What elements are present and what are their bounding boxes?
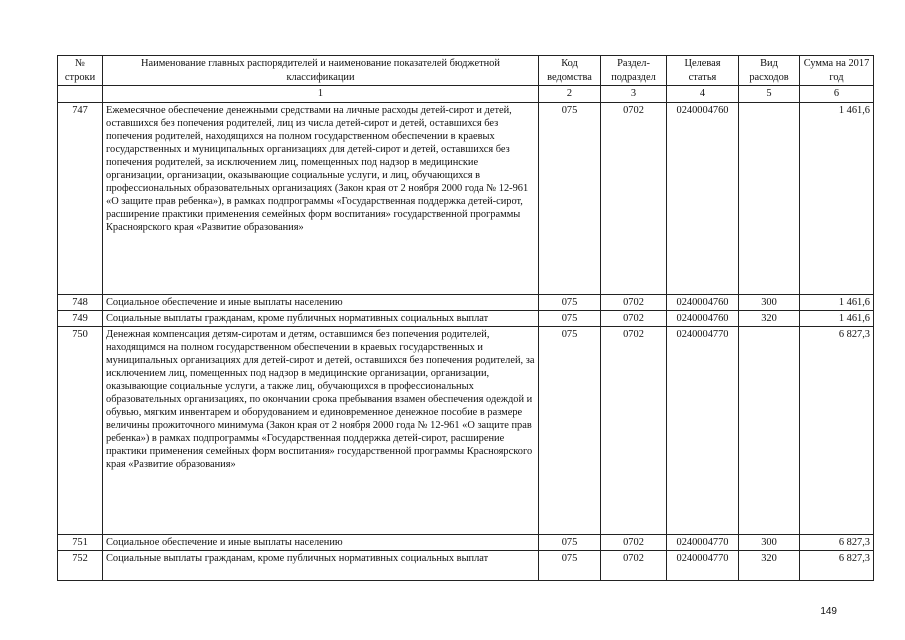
row-section: 0702 xyxy=(601,294,667,310)
row-target: 0240004770 xyxy=(667,326,739,534)
row-target: 0240004760 xyxy=(667,294,739,310)
row-name: Денежная компенсация детям-сиротам и детям, оставшимся без попечения родителей, находящимся на полном государственном обеспечении в краевых государственных и муниципальных организациях для детей-сирот и детей, оставшихся без попечения родителей, за исключением лиц, помещенных под надзор в медицинские организации, организации, оказывающие социальные услуги, а также лиц, обучающихся в профессиональных образовательных организациях, по окончании срока пребывания взамен обеспечения одеждой и обувью, мягким инвентарем и оборудованием и единовременное денежное пособие в размере величины прожиточного минимума (Закон края от 2 ноября 2000 года № 12-961 «О защите прав ребенка») в рамках подпрограммы «Государственная поддержка детей-сирот, расширение практики применения семейных форм воспитания» государственной программы Красноярского края «Развитие образования» xyxy=(103,326,539,534)
table-row xyxy=(58,326,874,534)
page-number: 149 xyxy=(820,606,837,617)
row-exp-type: 320 xyxy=(739,550,800,580)
header-section: Раздел-подраздел xyxy=(601,56,667,86)
row-target: 0240004760 xyxy=(667,102,739,294)
column-number-empty xyxy=(58,86,103,103)
row-dept: 075 xyxy=(539,102,601,294)
row-number: 752 xyxy=(58,550,103,580)
row-target: 0240004760 xyxy=(667,310,739,326)
row-section: 0702 xyxy=(601,310,667,326)
header-sum: Сумма на 2017 год xyxy=(800,56,874,86)
table-row xyxy=(58,294,874,310)
row-name: Социальные выплаты гражданам, кроме публичных нормативных социальных выплат xyxy=(103,550,539,580)
row-sum: 6 827,3 xyxy=(800,326,874,534)
header-name: Наименование главных распорядителей и наименование показателей бюджетной классификации xyxy=(103,56,539,86)
row-section: 0702 xyxy=(601,102,667,294)
row-target: 0240004770 xyxy=(667,550,739,580)
row-sum: 1 461,6 xyxy=(800,102,874,294)
header-row-no: № строки xyxy=(58,56,103,86)
row-dept: 075 xyxy=(539,294,601,310)
column-number: 3 xyxy=(601,86,667,103)
row-section: 0702 xyxy=(601,534,667,550)
table-row xyxy=(58,550,874,580)
column-number: 5 xyxy=(739,86,800,103)
row-exp-type: 320 xyxy=(739,310,800,326)
header-target: Целевая статья xyxy=(667,56,739,86)
row-exp-type: 300 xyxy=(739,534,800,550)
row-sum: 6 827,3 xyxy=(800,534,874,550)
row-number: 750 xyxy=(58,326,103,534)
row-dept: 075 xyxy=(539,326,601,534)
row-name: Социальное обеспечение и иные выплаты населению xyxy=(103,294,539,310)
row-sum: 1 461,6 xyxy=(800,294,874,310)
header-exp-type: Вид расходов xyxy=(739,56,800,86)
row-sum: 1 461,6 xyxy=(800,310,874,326)
column-number: 4 xyxy=(667,86,739,103)
row-number: 751 xyxy=(58,534,103,550)
row-exp-type xyxy=(739,326,800,534)
row-section: 0702 xyxy=(601,550,667,580)
column-number-row xyxy=(58,86,874,103)
header-row xyxy=(58,56,874,86)
row-section: 0702 xyxy=(601,326,667,534)
row-name: Социальное обеспечение и иные выплаты населению xyxy=(103,534,539,550)
row-name: Социальные выплаты гражданам, кроме публичных нормативных социальных выплат xyxy=(103,310,539,326)
column-number: 2 xyxy=(539,86,601,103)
row-dept: 075 xyxy=(539,310,601,326)
table-row xyxy=(58,310,874,326)
row-name: Ежемесячное обеспечение денежными средствами на личные расходы детей-сирот и детей, оставшихся без попечения родителей, лиц из числа детей-сирот и детей, оставшихся без попечения родителей, находящихся на полном государственном обеспечении в краевых государственных и муниципальных организациях для детей-сирот и детей, оставшихся без попечения родителей, за исключением лиц, помещенных под надзор в медицинские организации, организации, оказывающие социальные услуги, и лиц, обучающихся в профессиональных образовательных организациях (Закон края от 2 ноября 2000 года № 12-961 «О защите прав ребенка»), в рамках подпрограммы «Государственная поддержка детей-сирот, расширение практики применения семейных форм воспитания» государственной программы Красноярского края «Развитие образования» xyxy=(103,102,539,294)
row-sum: 6 827,3 xyxy=(800,550,874,580)
row-number: 748 xyxy=(58,294,103,310)
row-exp-type: 300 xyxy=(739,294,800,310)
row-number: 749 xyxy=(58,310,103,326)
budget-table xyxy=(57,55,874,581)
column-number: 1 xyxy=(103,86,539,103)
table-row xyxy=(58,102,874,294)
row-dept: 075 xyxy=(539,534,601,550)
column-number: 6 xyxy=(800,86,874,103)
header-dept: Код ведомства xyxy=(539,56,601,86)
row-exp-type xyxy=(739,102,800,294)
row-target: 0240004770 xyxy=(667,534,739,550)
row-number: 747 xyxy=(58,102,103,294)
table-row xyxy=(58,534,874,550)
row-dept: 075 xyxy=(539,550,601,580)
